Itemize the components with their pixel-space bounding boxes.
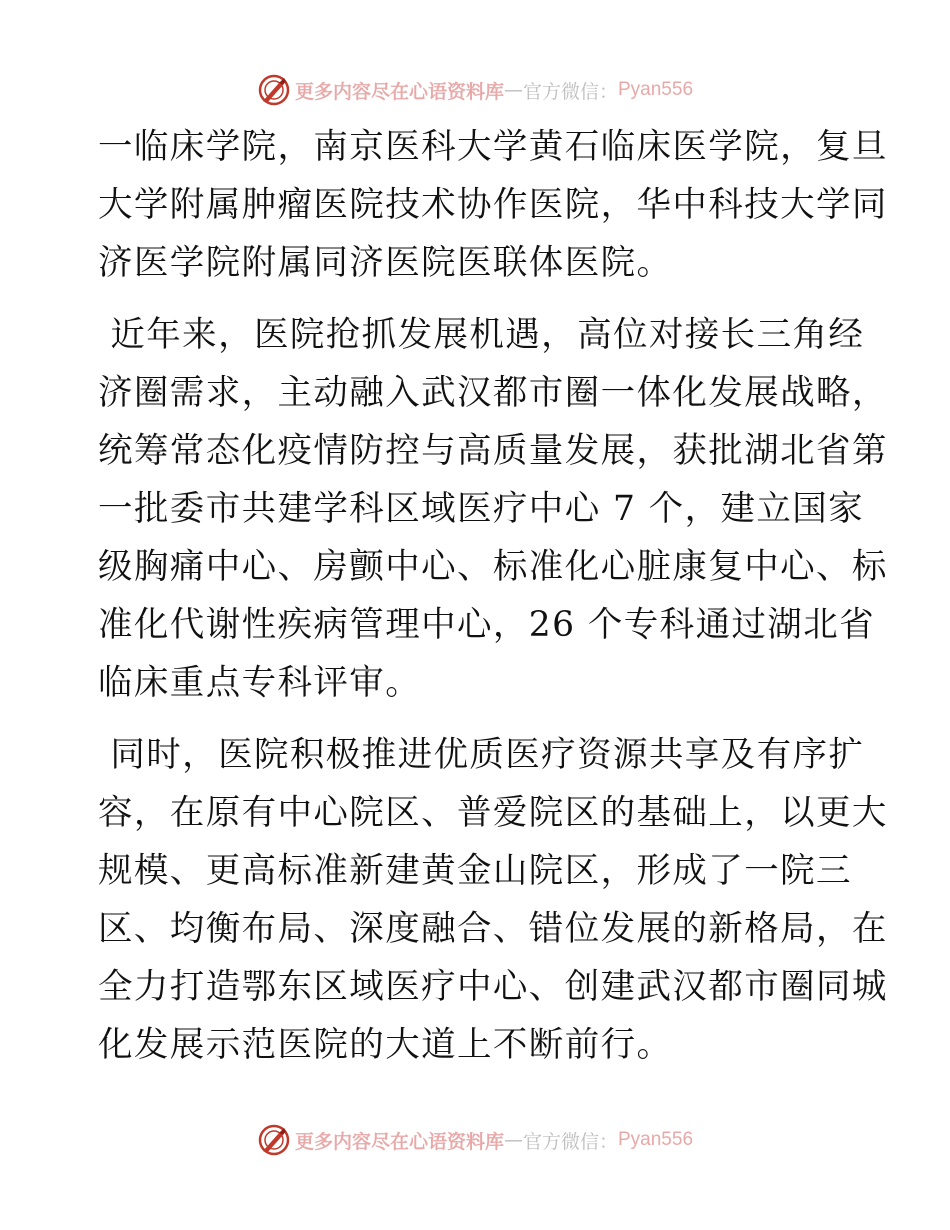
text-line: 一临床学院，南京医科大学黄石临床医学院，复旦 [98,127,888,167]
document-body [98,118,888,1074]
text-line: 大学附属肿瘤医院技术协作医院，华中科技大学同 [98,185,888,225]
banner-wechat-id: Pyan556 [618,1129,694,1150]
pen-logo-icon [257,1123,291,1157]
banner-separator: — [503,1129,523,1151]
text-line: 准化代谢性疾病管理中心，26 个专科通过湖北省 [98,605,876,645]
banner-wechat-label: 官方微信： [522,1130,618,1153]
paragraph-2 [98,306,888,712]
text-line: 济圈需求，主动融入武汉都市圈一体化发展战略， [98,373,888,413]
pen-logo-icon [257,73,291,107]
footer-watermark-banner [0,1122,950,1158]
banner-wechat-id: Pyan556 [618,79,694,100]
text-line: 近年来，医院抢抓发展机遇，高位对接长三角经 [98,315,865,355]
banner-main-text: 更多内容尽在心语资料库 [294,80,504,103]
paragraph-gap [98,292,858,306]
text-line: 济医学院附属同济医院医联体医院。 [98,243,673,283]
text-line: 级胸痛中心、房颤中心、标准化心脏康复中心、标 [98,547,888,587]
text-line: 同时，医院积极推进优质医疗资源共享及有序扩 [98,735,865,775]
paragraph-1 [98,118,888,292]
paragraph-3 [98,726,888,1074]
text-line: 一批委市共建学科区域医疗中心 7 个，建立国家 [98,489,865,529]
banner-main-text: 更多内容尽在心语资料库 [294,1130,504,1153]
paragraph-gap [98,712,858,726]
text-line: 统筹常态化疫情防控与高质量发展，获批湖北省第 [98,431,888,471]
text-line: 区、均衡布局、深度融合、错位发展的新格局，在 [98,909,888,949]
banner-wechat-label: 官方微信： [522,80,618,103]
text-line: 容，在原有中心院区、普爱院区的基础上，以更大 [98,793,888,833]
text-line: 化发展示范医院的大道上不断前行。 [98,1025,673,1065]
text-line: 临床重点专科评审。 [98,663,422,703]
text-line: 全力打造鄂东区域医疗中心、创建武汉都市圈同城 [98,967,888,1007]
banner-separator: — [503,79,523,101]
text-line: 规模、更高标准新建黄金山院区，形成了一院三 [98,851,852,891]
header-watermark-banner [0,72,950,108]
